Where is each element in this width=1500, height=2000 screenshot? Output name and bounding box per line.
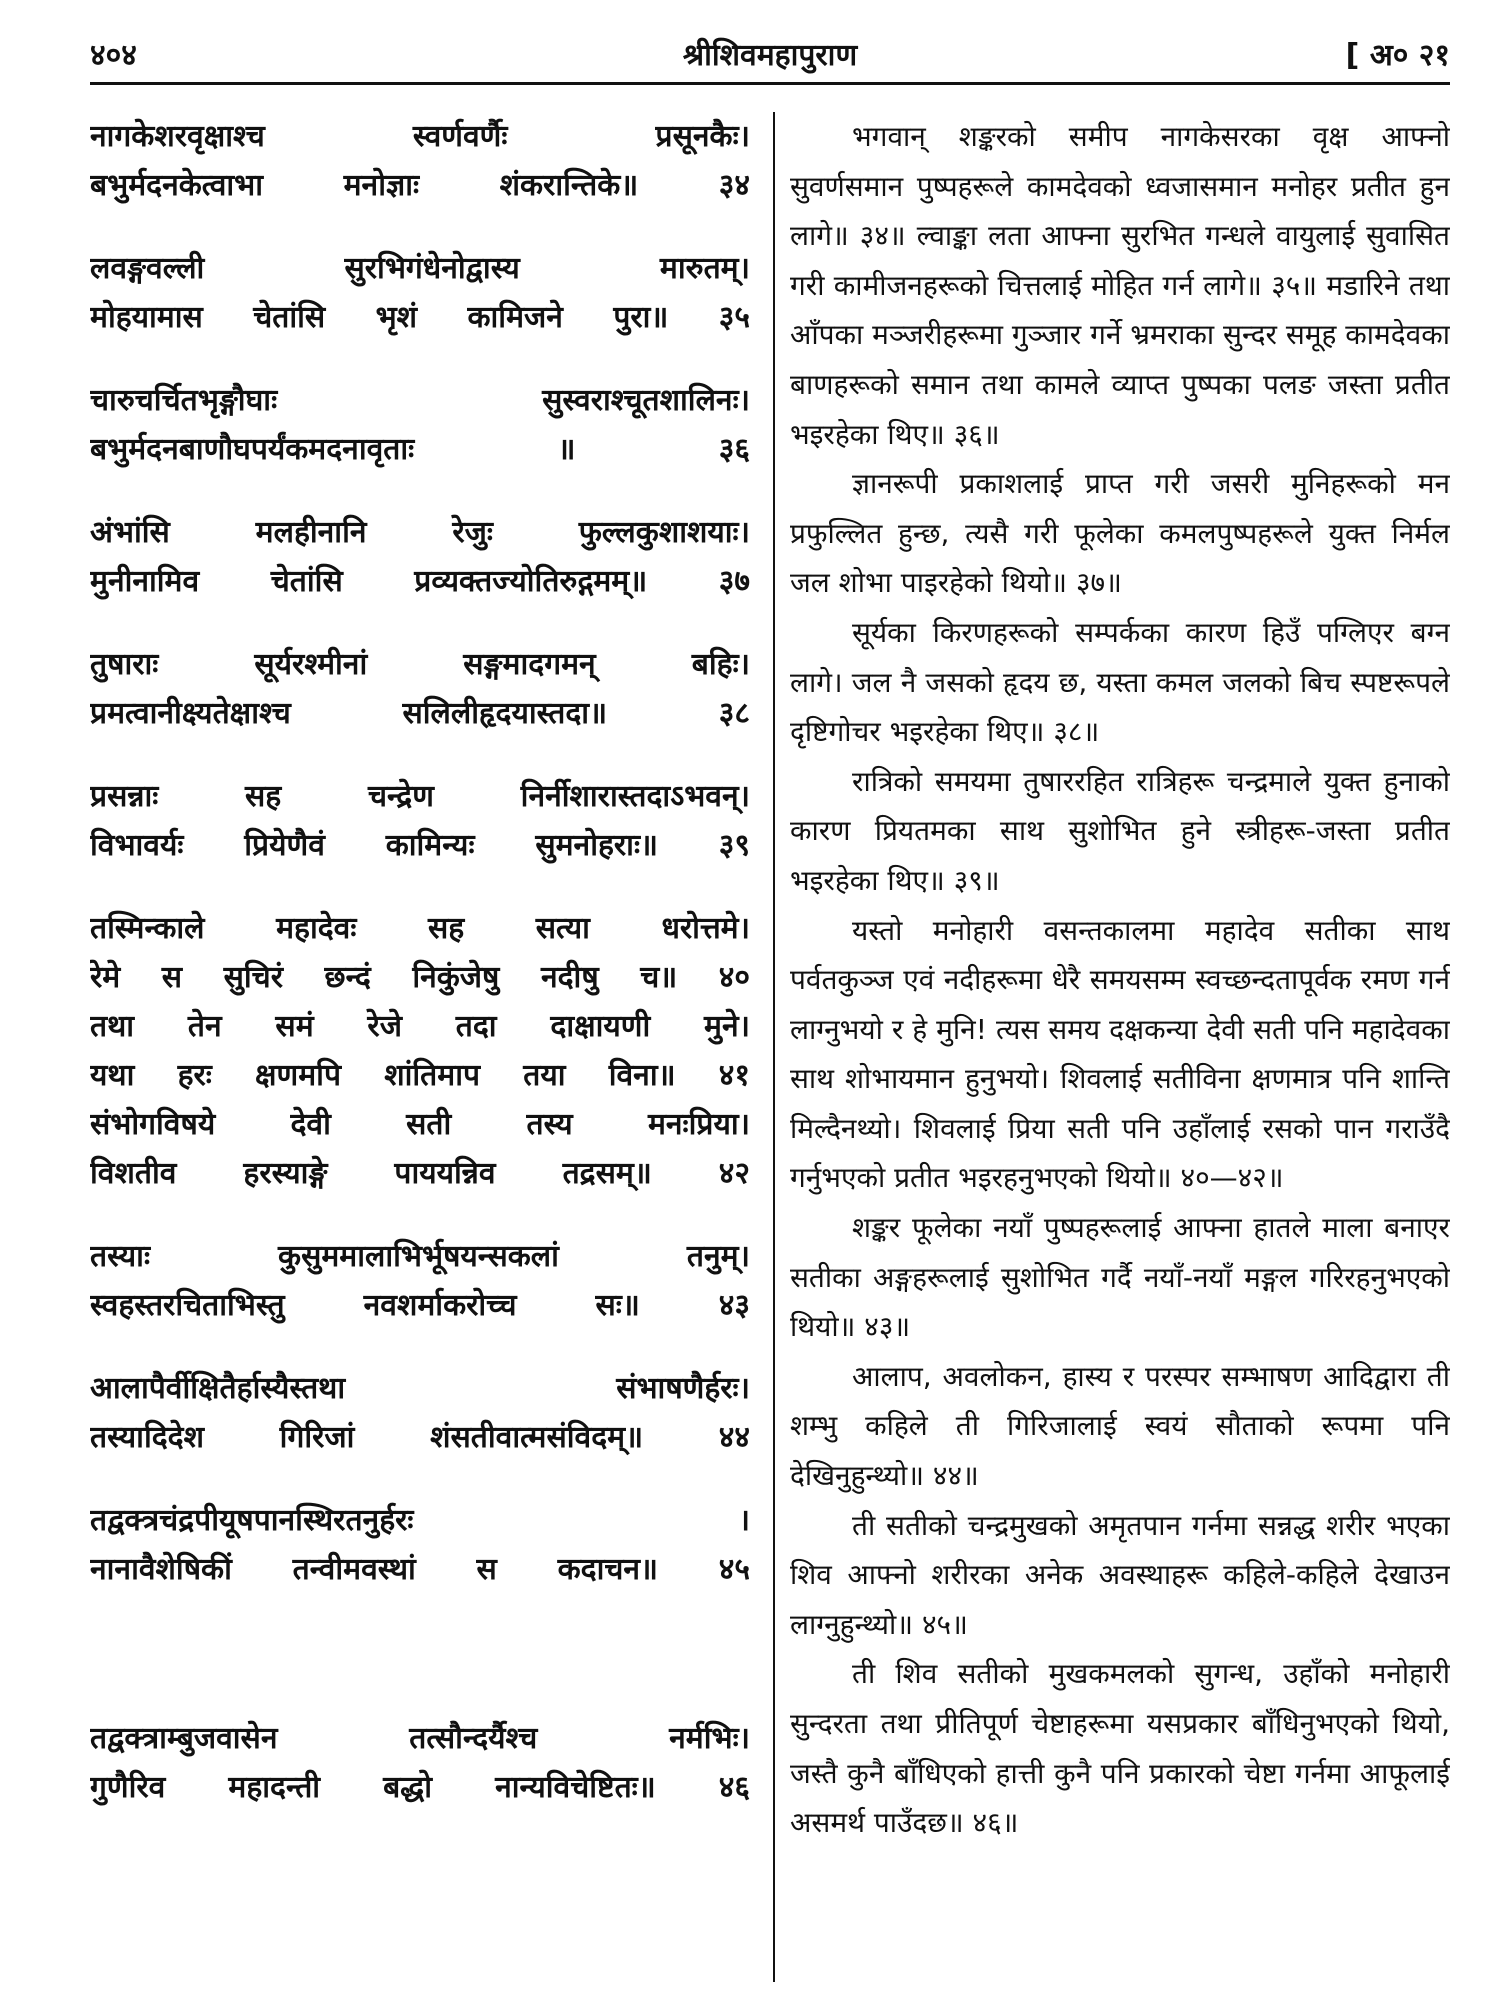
translation-paragraph: भगवान् शङ्करको समीप नागकेसरका वृक्ष आफ्नो सुवर्णसमान पुष्पहरूले कामदेवको ध्वजासमान मनोहर प्रतीत हुन लागे॥ ३४॥ ल्वाङ्का लता आफ्ना सुरभित गन्धले वायुलाई सुवासित गरी कामीजनहरूको चित्तलाई मोहित गर्न लागे॥ ३५॥ मडारिने तथा आँपका मञ्जरीहरूमा गुञ्जार गर्ने भ्रमराका सुन्दर समूह कामदेवका बाणहरूको समान तथा कामले व्याप्त पुष्पका पलङ जस्ता प्रतीत भइरहेका थिए॥ ३६॥	[790, 120, 1450, 451]
verse-line: यथा हरः क्षणमपि शांतिमाप तया विना॥ ४१	[90, 1058, 750, 1093]
verse-line: बभुर्मदनकेत्वाभा मनोज्ञाः शंकरान्तिके॥ ३४	[90, 168, 750, 203]
page-number: ४०४	[90, 38, 137, 73]
verse-38	[90, 640, 750, 738]
verse-line: विशतीव हरस्याङ्गे पाययन्निव तद्रसम्॥ ४२	[90, 1156, 750, 1191]
verse-line: तस्याः कुसुममालाभिर्भूषयन्सकलां तनुम्।	[90, 1239, 750, 1274]
page-header	[90, 30, 1450, 85]
verse-line: संभोगविषये देवी सती तस्य मनःप्रिया।	[90, 1107, 750, 1142]
verse-line: तुषाराः सूर्यरश्मीनां सङ्गमादगमन् बहिः।	[90, 647, 750, 682]
verse-line: विभावर्यः प्रियेणैवं कामिन्यः सुमनोहराः॥ ३९	[90, 828, 750, 863]
translation-paragraph: शङ्कर फूलेका नयाँ पुष्पहरूलाई आफ्ना हातले माला बनाएर सतीका अङ्गहरूलाई सुशोभित गर्दै नयाँ-नयाँ मङ्गल गरिरहनुभएको थियो॥ ४३॥	[790, 1211, 1450, 1344]
verse-line: लवङ्गवल्ली सुरभिगंधेनोद्वास्य मारुतम्।	[90, 251, 750, 286]
verse-line: तद्वक्त्राम्बुजवासेन तत्सौन्दर्यैश्च नर्मभिः।	[90, 1721, 750, 1756]
verse-line: स्वहस्तरचिताभिस्तु नवशर्माकरोच्च सः॥ ४३	[90, 1288, 750, 1323]
verse-44	[90, 1364, 750, 1462]
verse-36	[90, 376, 750, 474]
verse-43	[90, 1232, 750, 1330]
translation-paragraph: सूर्यका किरणहरूको सम्पर्कका कारण हिउँ पग्लिएर बग्न लागे। जल नै जसको हृदय छ, यस्ता कमल जलको बिच स्पष्टरूपले दृष्टिगोचर भइरहेका थिए॥ ३८॥	[790, 615, 1450, 749]
verse-line: गुणैरिव महादन्ती बद्धो नान्यविचेष्टितः॥ ४६	[90, 1770, 750, 1805]
chapter-reference: [ अ० २१	[1345, 38, 1450, 73]
verse-35	[90, 244, 750, 342]
verse-46	[90, 1714, 750, 1812]
verse-line: तस्मिन्काले महादेवः सह सत्या धरोत्तमे।	[90, 911, 750, 946]
verse-40-42	[90, 904, 750, 1198]
column-divider	[773, 112, 775, 1982]
verse-line: नानावैशेषिकीं तन्वीमवस्थां स कदाचन॥ ४५	[90, 1552, 750, 1587]
verse-line: तस्यादिदेश गिरिजां शंसतीवात्मसंविदम्॥ ४४	[90, 1420, 750, 1455]
translation-paragraph: ती सतीको चन्द्रमुखको अमृतपान गर्नमा सन्नद्ध शरीर भएका शिव आफ्नो शरीरका अनेक अवस्थाहरू कहिले-कहिले देखाउन लाग्नुहुन्थ्यो॥ ४५॥	[790, 1508, 1450, 1641]
verse-line: तद्वक्त्रचंद्रपीयूषपानस्थिरतनुर्हरः ।	[90, 1503, 750, 1538]
verse-line: तथा तेन समं रेजे तदा दाक्षायणी मुने।	[90, 1009, 750, 1044]
verse-line: अंभांसि मलहीनानि रेजुः फुल्लकुशाशयाः।	[90, 515, 750, 550]
verse-39	[90, 772, 750, 870]
verse-line: आलापैर्वीक्षितैर्हास्यैस्तथा संभाषणैर्हरः।	[90, 1371, 750, 1406]
translation-paragraph: ती शिव सतीको मुखकमलको सुगन्ध, उहाँको मनोहारी सुन्दरता तथा प्रीतिपूर्ण चेष्टाहरूमा यसप्रकार बाँधिनुभएको थियो, जस्तै कुनै बाँधिएको हात्ती कुनै पनि प्रकारको चेष्टा गर्नमा आफूलाई असमर्थ पाउँदछ॥ ४६॥	[790, 1657, 1450, 1840]
verse-34	[90, 112, 750, 210]
verse-line: बभुर्मदनबाणौघपर्यंकमदनावृताः ॥ ३६	[90, 432, 750, 467]
verse-line: नागकेशरवृक्षाश्च स्वर्णवर्णैः प्रसूनकैः।	[90, 119, 750, 154]
verse-line: मोहयामास चेतांसि भृशं कामिजने पुरा॥ ३५	[90, 300, 750, 335]
translation-paragraph: ज्ञानरूपी प्रकाशलाई प्राप्त गरी जसरी मुनिहरूको मन प्रफुल्लित हुन्छ, त्यसै गरी फूलेका कमलपुष्पहरूले युक्त निर्मल जल शोभा पाइरहेको थियो॥ ३७॥	[790, 467, 1450, 600]
verse-line: चारुचर्चितभृङ्गौघाः सुस्वराश्चूतशालिनः।	[90, 383, 750, 418]
verse-line: प्रसन्नाः सह चन्द्रेण निर्नीशारास्तदाऽभवन्।	[90, 779, 750, 814]
verse-45	[90, 1496, 750, 1594]
translation-paragraph: रात्रिको समयमा तुषाररहित रात्रिहरू चन्द्रमाले युक्त हुनाको कारण प्रियतमका साथ सुशोभित हुने स्त्रीहरू-जस्ता प्रतीत भइरहेका थिए॥ ३९॥	[790, 764, 1450, 897]
running-title: श्रीशिवमहापुराण	[682, 38, 858, 73]
sanskrit-verses-column	[90, 112, 750, 1846]
verse-line: रेमे स सुचिरं छन्दं निकुंजेषु नदीषु च॥ ४०	[90, 960, 750, 995]
verse-37	[90, 508, 750, 606]
verse-line: मुनीनामिव चेतांसि प्रव्यक्तज्योतिरुद्गमम्॥ ३७	[90, 564, 750, 599]
translation-paragraph: आलाप, अवलोकन, हास्य र परस्पर सम्भाषण आदिद्वारा ती शम्भु कहिले ती गिरिजालाई स्वयं सौताको रूपमा पनि देखिनुहुन्थ्यो॥ ४४॥	[790, 1359, 1450, 1493]
translation-paragraph: यस्तो मनोहारी वसन्तकालमा महादेव सतीका साथ पर्वतकुञ्ज एवं नदीहरूमा धेरै समयसम्म स्वच्छन्दतापूर्वक रमण गर्न लाग्नुभयो र हे मुनि! त्यस समय दक्षकन्या देवी सती पनि महादेवका साथ शोभायमान हुनुभयो। शिवलाई सतीविना क्षणमात्र पनि शान्ति मिल्दैनथ्यो। शिवलाई प्रिया सती पनि उहाँलाई रसको पान गराउँदै गर्नुभएको प्रतीत भइरहनुभएको थियो॥ ४०—४२॥	[790, 913, 1450, 1195]
nepali-translation-column	[790, 112, 1450, 1848]
verse-line: प्रमत्वानीक्ष्यतेक्षाश्च सलिलीहृदयास्तदा॥ ३८	[90, 696, 750, 731]
